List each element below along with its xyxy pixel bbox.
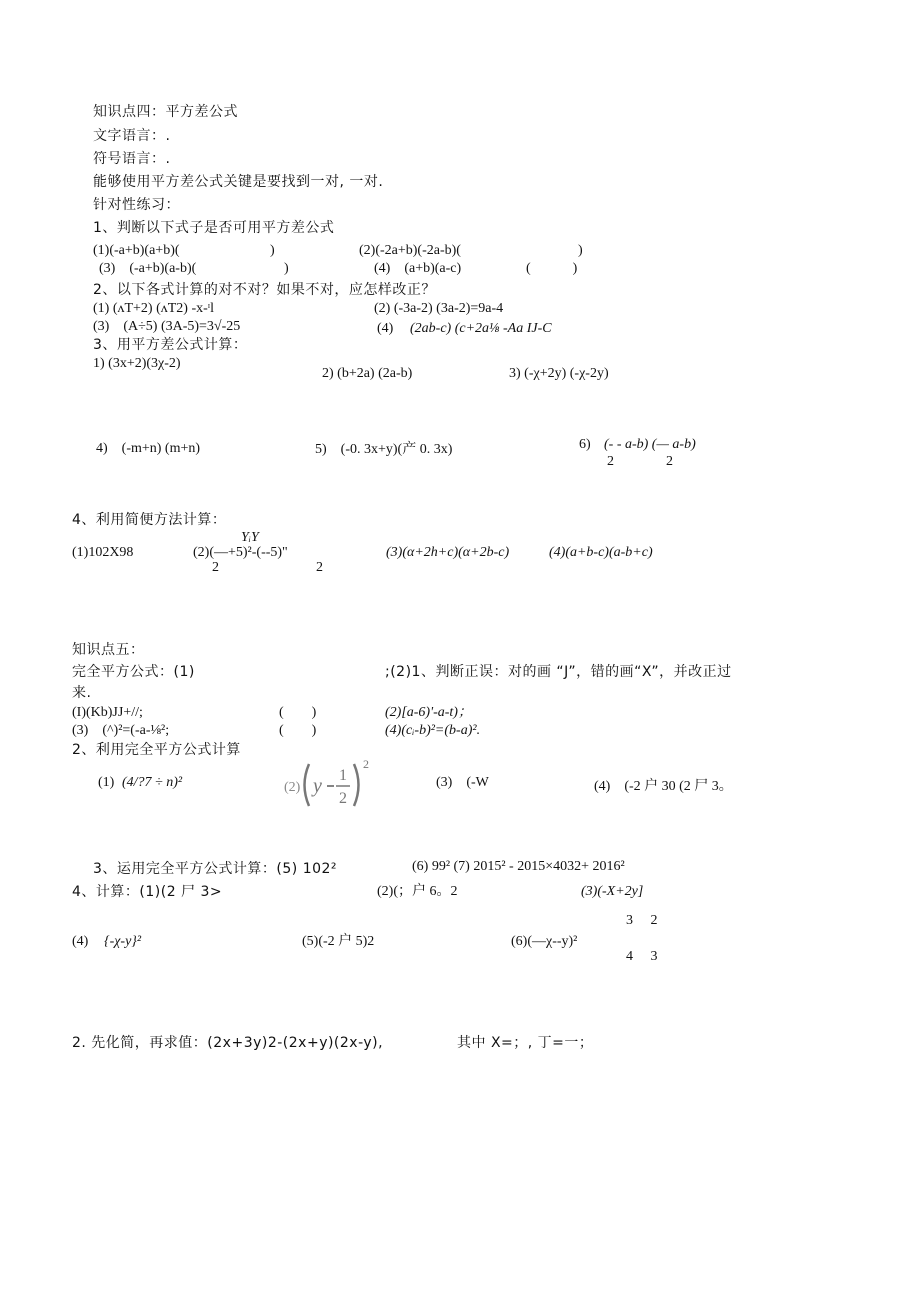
section-5-title: 知识点五：	[72, 642, 145, 658]
fuhao-line: 符号语言：.	[93, 151, 171, 167]
judge-instructions: ;(2)1、判断正误：对的画 “J”，错的画“X”，并改正过	[385, 664, 732, 680]
q3-denominator: 2	[607, 454, 614, 469]
q4b-item: 4、计算：(1)(2 尸 3>	[72, 884, 223, 900]
fig-var: y	[313, 775, 322, 797]
fig-left-paren	[305, 764, 310, 806]
q4-item: (3)(α+2h+c)(α+2b-c)	[386, 545, 510, 560]
q2-title: 2、以下各式计算的对不对？如果不对，应怎样改正？	[93, 282, 436, 298]
q1-item: (2)(-2a+b)(-2a-b)(	[359, 243, 461, 258]
q4-title: 4、利用简便方法计算：	[72, 512, 227, 528]
judge-item: (I)(Kb)JJ+//;	[72, 705, 143, 720]
q2-item: (4)	[377, 321, 394, 336]
q1-title: 1、判断以下式子是否可用平方差公式	[93, 220, 335, 236]
q3-item: 4) (-m+n) (m+n)	[96, 441, 201, 456]
q3-title: 3、用平方差公式计算：	[93, 337, 248, 353]
judge-answer-box: ( )	[279, 723, 317, 738]
judge-item: (2)[a-6)'-a-t)；	[385, 705, 472, 720]
q2b-item: (3) (-W	[436, 775, 489, 790]
fig-right-paren	[354, 764, 359, 806]
q3b-line: 3、运用完全平方公式计算：(5) 102²	[93, 861, 338, 877]
q2-item: (1) (ᴧT+2) (ᴧT2) -x-ᶦl	[93, 301, 214, 316]
q3-item: 3) (-χ+2y) (-χ-2y)	[509, 366, 609, 381]
judge-answer-box: ( )	[279, 705, 317, 720]
practice-label: 针对性练习：	[93, 197, 180, 213]
q2-item: (2ab-c) (c+2a⅛ -Aa IJ-C	[410, 321, 552, 336]
q1-item: )	[284, 261, 289, 276]
q4b-item: (5)(-2 户 5)2	[302, 934, 375, 949]
q3-denominator: 2	[666, 454, 673, 469]
q2b-title: 2、利用完全平方公式计算	[72, 742, 241, 758]
q1-item: )	[578, 243, 583, 258]
q1-item: ( )	[526, 261, 578, 276]
q2b-item: (4/?7 ÷ n)²	[122, 775, 183, 790]
q4b-item: (2)(；户 6。2	[377, 884, 458, 899]
q3-item: 6)	[579, 437, 591, 452]
q3-item: (- - a-b) (— a-b)	[604, 437, 696, 452]
q4-denominator: 2	[212, 560, 219, 575]
q4b-item: {-χ-y}²	[104, 934, 142, 949]
fig-numerator: 1	[339, 767, 347, 784]
q2b-item: (4) (-2 户 30 (2 尸 3。	[594, 779, 733, 794]
q4b-item: (4)	[72, 934, 89, 949]
q4-denominator: 2	[316, 560, 323, 575]
q4b-fraction-denominators: 4 3	[626, 949, 658, 964]
key-line: 能够使用平方差公式关键是要找到一对, 一对.	[93, 174, 384, 190]
q1-item: (4) (a+b)(a-c)	[374, 261, 462, 276]
judge-item: (3) (^)²=(-a-⅛²;	[72, 723, 170, 738]
wenzi-line: 文字语言：.	[93, 128, 171, 144]
q4b-item: (3)(-X+2y]	[581, 884, 644, 899]
q3-item: 5) (-0. 3x+y)(产 0. 3x)	[315, 442, 453, 457]
q2-item: (2) (-3a-2) (3a-2)=9a-4	[374, 301, 504, 316]
judge-item: (4)(cᵢ-b)²=(b-a)².	[385, 723, 481, 738]
q4-numerator: YᵢY	[241, 530, 259, 545]
q3b-line: (6) 99² (7) 2015² - 2015×4032+ 2016²	[412, 859, 625, 874]
q4b-item: (6)(—χ--y)²	[511, 934, 578, 949]
final-question: 2. 先化简，再求值：(2x+3y)2-(2x+y)(2x-y),	[72, 1035, 384, 1051]
q1-item: )	[270, 243, 275, 258]
fig-exponent: 2	[363, 757, 369, 771]
section-4-title: 知识点四：平方差公式	[93, 104, 238, 120]
q2b-item: (1)	[98, 775, 115, 790]
q2-item: (3) (A÷5) (3A-5)=3√-25	[93, 319, 241, 334]
final-where: 其中 X=；, 丁=一；	[457, 1035, 594, 1051]
q1-item: (3) (-a+b)(a-b)(	[99, 261, 197, 276]
judge-instructions-cont: 来.	[72, 685, 92, 701]
fig-label: (2)	[284, 780, 301, 795]
q3-item: 1) (3x+2)(3χ-2)	[93, 356, 181, 371]
q4-item: (1)102X98	[72, 545, 134, 560]
q1-item: (1)(-a+b)(a+b)(	[93, 243, 180, 258]
formula-label: 完全平方公式：(1)	[72, 664, 195, 680]
q4b-fraction-numerators: 3 2	[626, 913, 658, 928]
fig-denominator: 2	[339, 790, 347, 807]
q4-item: (4)(a+b-c)(a-b+c)	[549, 545, 653, 560]
formula-image-y-minus-half-squared	[283, 756, 373, 814]
q4-item: (2)(—+5)²-(--5)"	[193, 545, 288, 560]
q3-item: 2) (b+2a) (2a-b)	[322, 366, 413, 381]
